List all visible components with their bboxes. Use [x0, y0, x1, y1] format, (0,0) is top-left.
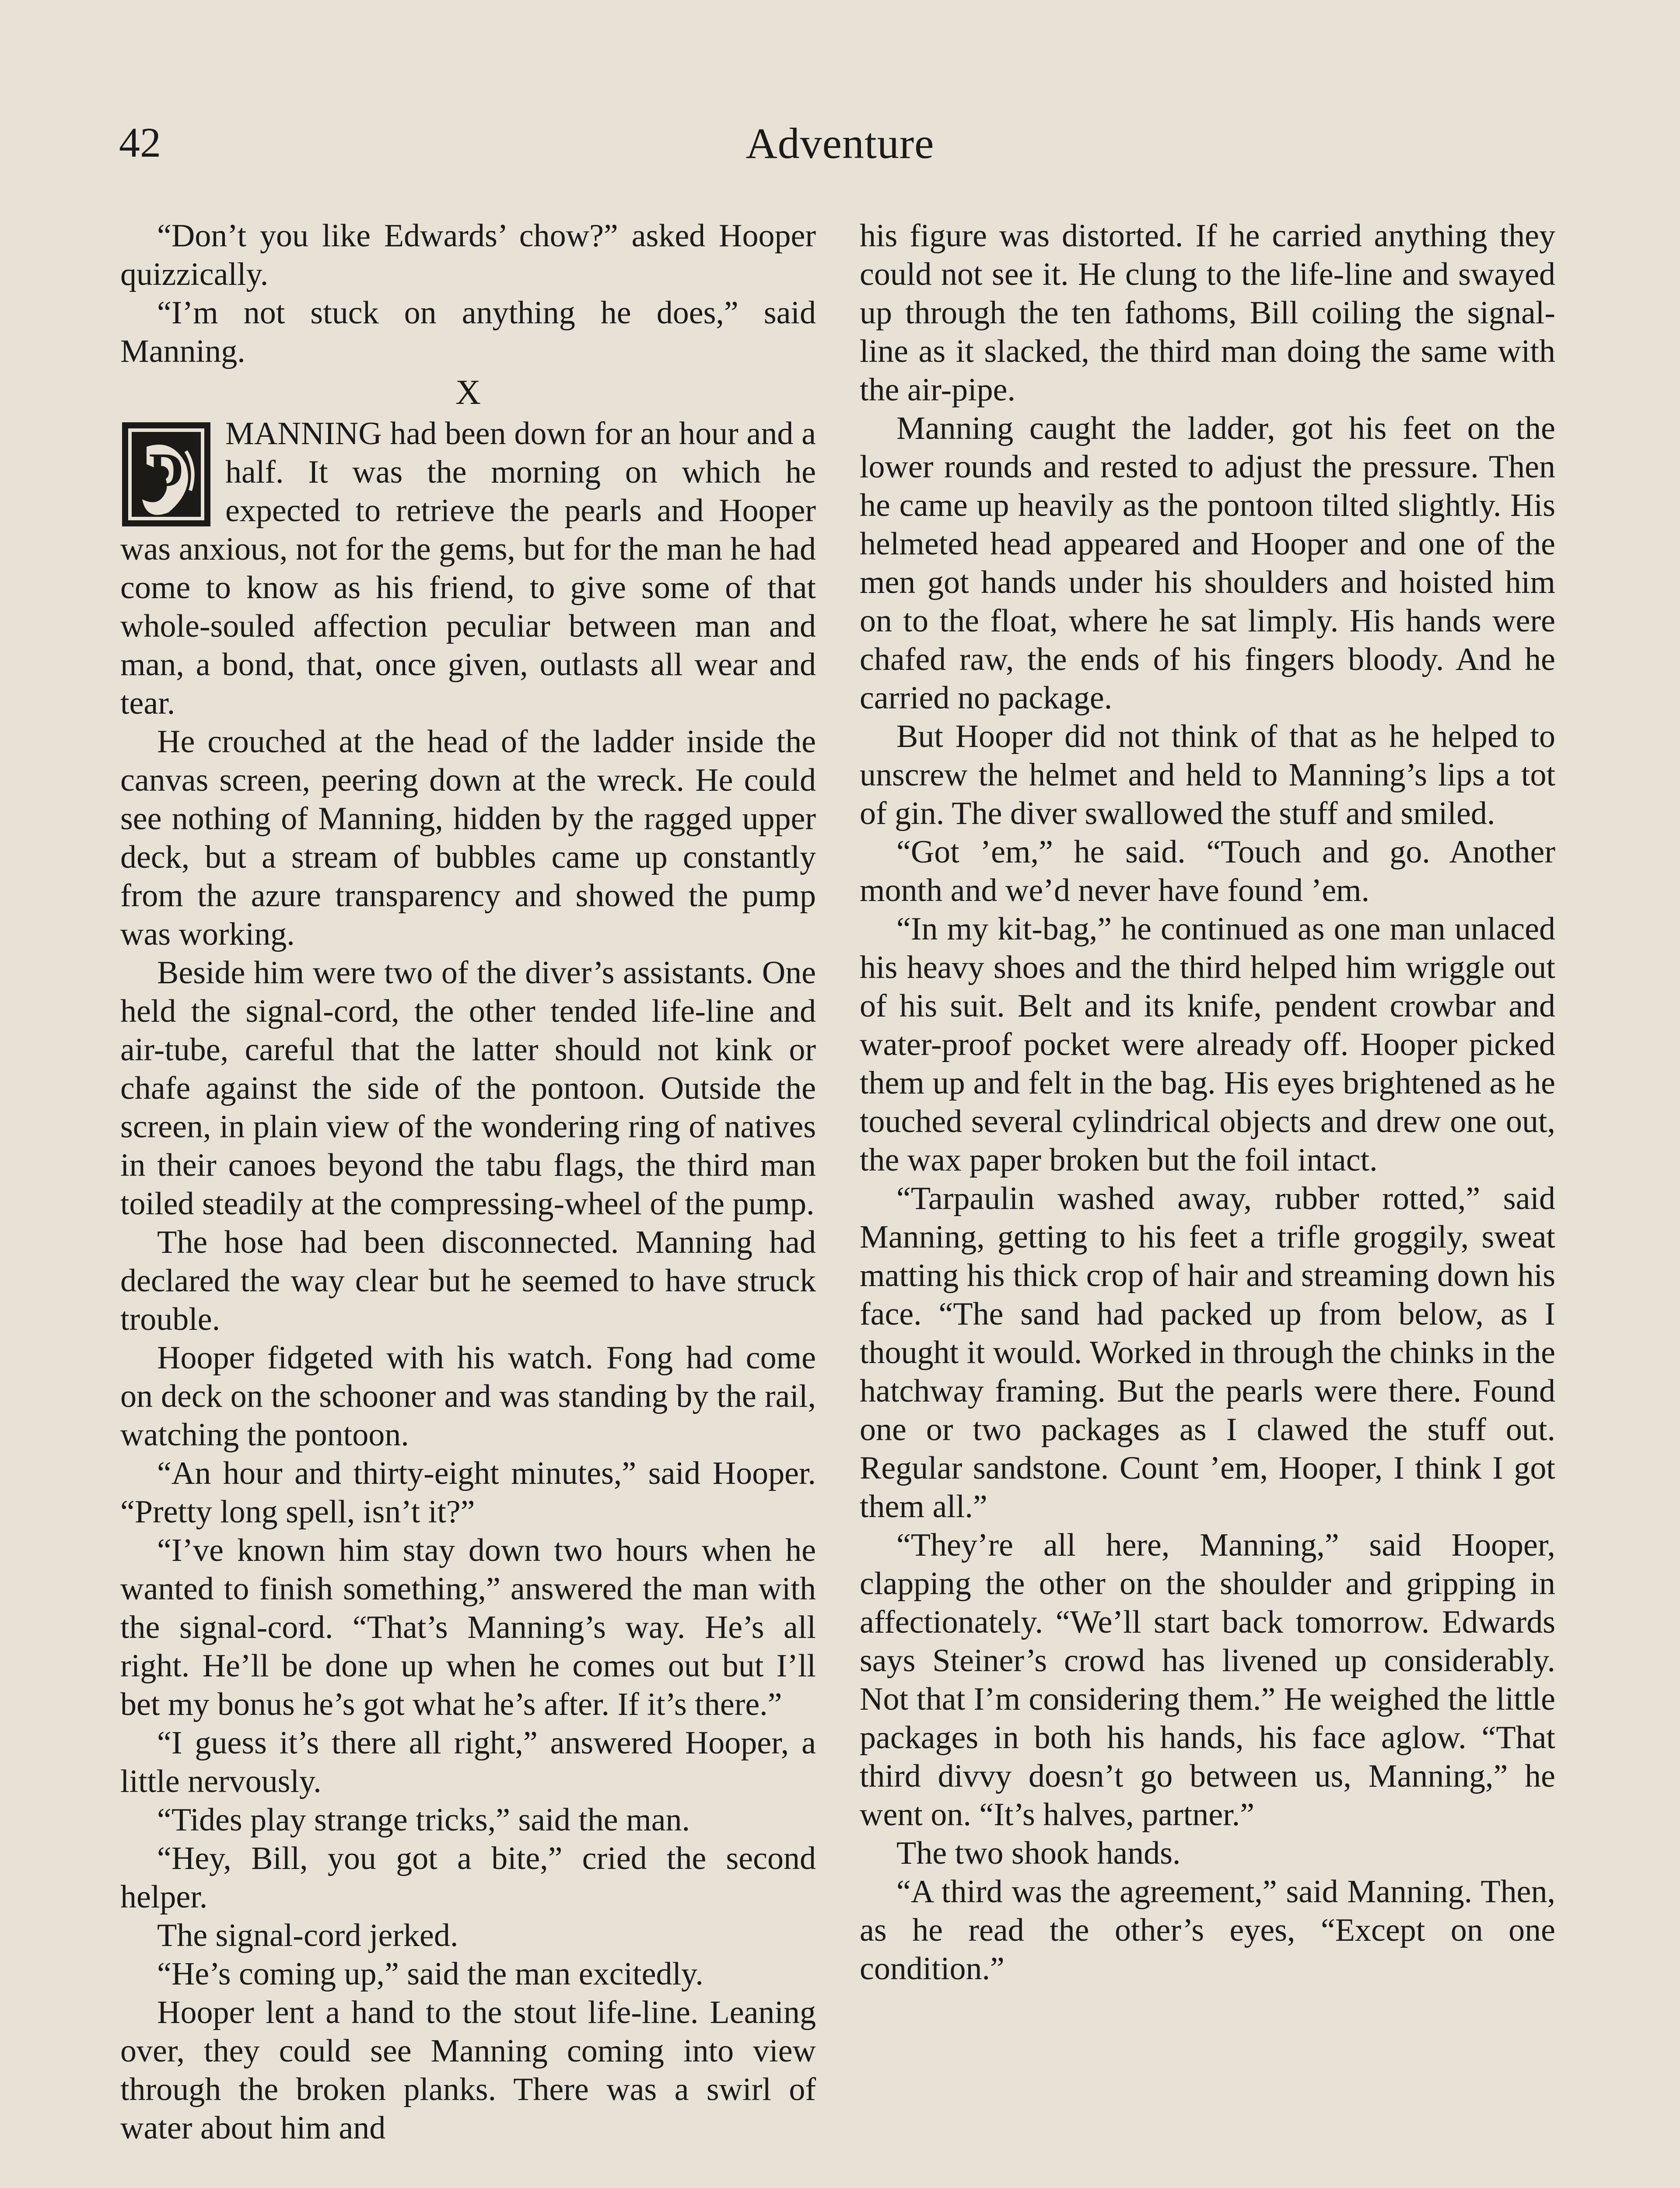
paragraph: Hooper fidgeted with his watch. Fong had come on deck on the schooner and was standing by the rail, watching the pontoon. — [120, 1340, 816, 1453]
paragraph: “I’ve known him stay down two hours when he wanted to finish something,” answered the man with the signal-cord. “That’s Manning’s way. He’s all right. He’ll be done up when he comes out but I’ll bet my bonus he’s got what he’s after. If it’s there.” — [120, 1532, 816, 1722]
paragraph: But Hooper did not think of that as he helped to unscrew the helmet and held to Manning’s lips a tot of gin. The diver swallowed the stuff and smiled. — [860, 719, 1555, 831]
running-head: Adventure — [746, 119, 934, 168]
paragraph: “Don’t you like Edwards’ chow?” asked Hooper quizzically. — [120, 218, 816, 292]
page-number: 42 — [119, 119, 161, 166]
paragraph: The hose had been disconnected. Manning had declared the way clear but he seemed to have struck trouble. — [120, 1224, 816, 1337]
paragraph: “He’s coming up,” said the man excitedly. — [157, 1956, 704, 1992]
paragraph: Beside him were two of the diver’s assistants. One held the signal-cord, the other tended life-line and air-tube, careful that the latter should not kink or chafe against the side of the pontoon. Outside the screen, in plain view of the wondering ring of natives in their canoes beyond the tabu flags, the third man toiled steadily at the compressing-wheel of the pump. — [120, 955, 816, 1222]
paragraph: “Hey, Bill, you got a bite,” cried the second helper. — [120, 1841, 816, 1915]
left-column — [120, 217, 816, 2147]
dropcap-letter: D — [149, 443, 184, 497]
paragraph: “I guess it’s there all right,” answered Hooper, a little nervously. — [120, 1725, 816, 1799]
paragraph: “Tides play strange tricks,” said the man. — [157, 1802, 690, 1838]
paragraph: He crouched at the head of the ladder inside the canvas screen, peering down at the wreck. He could see nothing of Manning, hidden by the ragged upper deck, but a stream of bubbles came up constantly from the azure transparency and showed the pump was working. — [120, 724, 816, 952]
ornamental-initial-icon — [120, 421, 212, 528]
paragraph: “In my kit-bag,” he continued as one man unlaced his heavy shoes and the third helped him wriggle out of his suit. Belt and its knife, pendent crowbar and water-proof pocket were already off. Hooper picked them up and felt in the bag. His eyes brightened as he touched several cylindrical objects and drew one out, the wax paper broken but the foil intact. — [860, 911, 1555, 1178]
paragraph: “They’re all here, Manning,” said Hooper, clapping the other on the shoulder and gripping in affectionately. “We’ll start back tomorrow. Edwards says Steiner’s crowd has livened up considerably. Not that I’m considering them.” He weighed the little packages in both his hands, his face aglow. “That third divvy doesn’t go between us, Manning,” he went on. “It’s halves, partner.” — [860, 1527, 1555, 1833]
paragraph: The signal-cord jerked. — [157, 1918, 458, 1953]
paragraph: Manning caught the ladder, got his feet on the lower rounds and rested to adjust the pressure. Then he came up heavily as the pontoon tilted slightly. His helmeted head appeared and Hooper and one of the men got hands under his shoulders and hoisted him on to the float, where he sat limply. His hands were chafed raw, the ends of his fingers bloody. And he carried no package. — [860, 410, 1555, 716]
paragraph: “Tarpaulin washed away, rubber rotted,” said Manning, getting to his feet a trifle groggily, sweat matting his thick crop of hair and streaming down his face. “The sand had packed up from below, as I thought it would. Worked in through the chinks in the hatchway framing. But the pearls were there. Found one or two packages as I clawed the stuff out. Regular sandstone. Count ’em, Hooper, I think I got them all.” — [860, 1181, 1555, 1525]
section-heading: X — [455, 373, 481, 412]
paragraph: “Got ’em,” he said. “Touch and go. Another month and we’d never have found ’em. — [860, 834, 1555, 908]
paragraph: “I’m not stuck on anything he does,” said Manning. — [120, 295, 816, 369]
paragraph: MANNING had been down for an hour and a half. It was the morning on which he expected to retrieve the pearls and Hooper was anxious, not for the gems, but for the man he had come to know as his friend, to give some of that whole-souled affection peculiar between man and man, a bond, that, once given, outlasts all wear and tear. — [120, 416, 816, 721]
paragraph: “A third was the agreement,” said Manning. Then, as he read the other’s eyes, “Except on one condition.” — [860, 1874, 1555, 1987]
paragraph: “An hour and thirty-eight minutes,” said Hooper. “Pretty long spell, isn’t it?” — [120, 1455, 816, 1530]
paragraph: The two shook hands. — [896, 1835, 1181, 1871]
paragraph: Hooper lent a hand to the stout life-line. Leaning over, they could see Manning coming into view through the broken planks. There was a swirl of water about him and — [120, 1995, 816, 2146]
paragraph: his figure was distorted. If he carried anything they could not see it. He clung to the life-line and swayed up through the ten fathoms, Bill coiling the signal-line as it slacked, the third man doing the same with the air-pipe. — [860, 218, 1555, 408]
right-column — [860, 217, 1555, 1988]
drop-cap-ornament — [120, 421, 212, 528]
